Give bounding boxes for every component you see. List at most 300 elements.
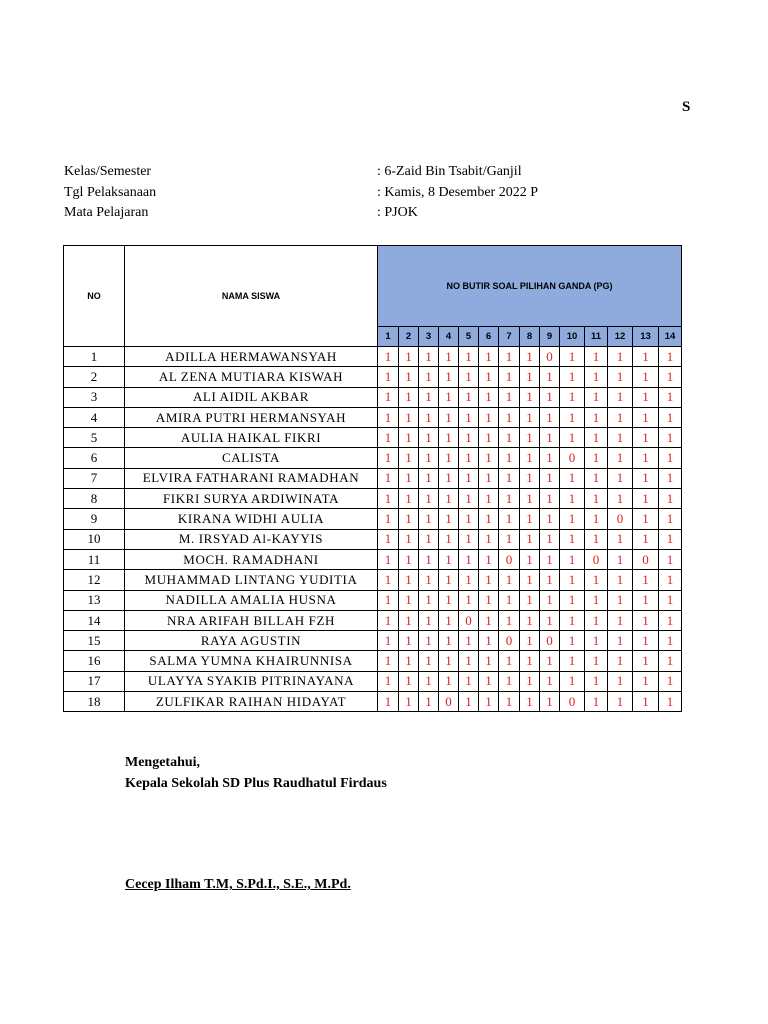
score-cell: 1: [520, 549, 540, 569]
score-cell: 1: [659, 671, 682, 691]
score-cell: 1: [439, 428, 459, 448]
score-cell: 1: [378, 590, 399, 610]
score-cell: 1: [499, 387, 520, 407]
student-name: AL ZENA MUTIARA KISWAH: [125, 367, 378, 387]
table-row: [64, 671, 682, 691]
score-cell: 1: [459, 407, 479, 427]
score-cell: 1: [560, 671, 585, 691]
score-cell: 1: [479, 549, 499, 569]
row-number: 16: [64, 651, 125, 671]
score-cell: 1: [585, 448, 608, 468]
score-cell: 1: [520, 610, 540, 630]
header-partial-title: S: [682, 99, 691, 115]
score-cell: 1: [608, 489, 633, 509]
question-number-header: 2: [399, 327, 419, 347]
student-name: NRA ARIFAH BILLAH FZH: [125, 610, 378, 630]
score-cell: 1: [499, 367, 520, 387]
student-name: ZULFIKAR RAIHAN HIDAYAT: [125, 692, 378, 712]
score-cell: 1: [633, 610, 659, 630]
score-cell: 1: [499, 610, 520, 630]
student-name: MOCH. RAMADHANI: [125, 549, 378, 569]
score-cell: 1: [499, 407, 520, 427]
score-cell: 0: [560, 692, 585, 712]
score-cell: 1: [560, 549, 585, 569]
score-cell: 0: [499, 549, 520, 569]
score-cell: 1: [378, 489, 399, 509]
score-cell: 1: [499, 489, 520, 509]
score-cell: 1: [633, 671, 659, 691]
score-cell: 1: [439, 549, 459, 569]
score-cell: 1: [659, 468, 682, 488]
score-cell: 1: [479, 428, 499, 448]
score-cell: 1: [633, 692, 659, 712]
question-number-header: 4: [439, 327, 459, 347]
score-cell: 1: [540, 671, 560, 691]
score-cell: 1: [540, 468, 560, 488]
score-cell: 1: [439, 387, 459, 407]
score-cell: 1: [499, 651, 520, 671]
score-cell: 1: [479, 692, 499, 712]
score-cell: 1: [633, 529, 659, 549]
score-cell: 1: [378, 448, 399, 468]
question-number-header: 10: [560, 327, 585, 347]
score-cell: 1: [479, 387, 499, 407]
score-cell: 0: [560, 448, 585, 468]
score-cell: 1: [459, 347, 479, 367]
student-name: ADILLA HERMAWANSYAH: [125, 347, 378, 367]
score-cell: 1: [659, 631, 682, 651]
score-cell: 1: [378, 428, 399, 448]
score-cell: 1: [540, 549, 560, 569]
score-cell: 1: [540, 509, 560, 529]
score-cell: 1: [459, 509, 479, 529]
score-cell: 1: [659, 529, 682, 549]
score-cell: 1: [520, 529, 540, 549]
score-cell: 1: [419, 651, 439, 671]
score-cell: 1: [459, 570, 479, 590]
score-cell: 1: [479, 529, 499, 549]
score-cell: 1: [399, 448, 419, 468]
score-cell: 1: [633, 570, 659, 590]
score-cell: 1: [479, 610, 499, 630]
student-name: CALISTA: [125, 448, 378, 468]
score-cell: 1: [378, 387, 399, 407]
score-cell: 1: [659, 407, 682, 427]
score-cell: 1: [659, 448, 682, 468]
score-cell: 1: [585, 387, 608, 407]
score-cell: 1: [585, 610, 608, 630]
score-cell: 1: [399, 610, 419, 630]
row-number: 13: [64, 590, 125, 610]
score-cell: 1: [520, 671, 540, 691]
table-row: [64, 651, 682, 671]
score-cell: 1: [540, 692, 560, 712]
score-cell: 1: [439, 407, 459, 427]
score-cell: 1: [520, 428, 540, 448]
score-cell: 1: [520, 367, 540, 387]
score-cell: 1: [399, 590, 419, 610]
row-number: 5: [64, 428, 125, 448]
score-cell: 1: [439, 448, 459, 468]
question-number-header: 9: [540, 327, 560, 347]
score-cell: 1: [499, 692, 520, 712]
student-name: AULIA HAIKAL FIKRI: [125, 428, 378, 448]
score-cell: 0: [439, 692, 459, 712]
student-name: NADILLA AMALIA HUSNA: [125, 590, 378, 610]
info-value: : Kamis, 8 Desember 2022 P: [377, 184, 538, 200]
score-cell: 1: [419, 347, 439, 367]
score-cell: 1: [520, 407, 540, 427]
score-cell: 1: [419, 407, 439, 427]
score-cell: 1: [633, 448, 659, 468]
row-number: 14: [64, 610, 125, 630]
question-number-header: 11: [585, 327, 608, 347]
question-number-header: 13: [633, 327, 659, 347]
row-number: 3: [64, 387, 125, 407]
score-cell: 1: [399, 347, 419, 367]
score-cell: 1: [378, 347, 399, 367]
score-cell: 1: [585, 529, 608, 549]
score-cell: 1: [540, 570, 560, 590]
score-cell: 1: [560, 468, 585, 488]
score-cell: 1: [419, 509, 439, 529]
ack-line: Mengetahui,: [125, 755, 201, 770]
score-cell: 1: [560, 428, 585, 448]
score-cell: 1: [459, 671, 479, 691]
score-cell: 1: [659, 387, 682, 407]
score-cell: 1: [459, 428, 479, 448]
score-cell: 1: [520, 387, 540, 407]
score-cell: 1: [439, 509, 459, 529]
score-cell: 1: [439, 489, 459, 509]
score-cell: 1: [633, 489, 659, 509]
score-cell: 1: [499, 509, 520, 529]
score-cell: 1: [419, 468, 439, 488]
score-cell: 1: [585, 692, 608, 712]
score-cell: 1: [560, 651, 585, 671]
score-cell: 1: [608, 347, 633, 367]
score-cell: 1: [585, 468, 608, 488]
question-number-header: 7: [499, 327, 520, 347]
score-cell: 1: [479, 468, 499, 488]
score-cell: 1: [399, 671, 419, 691]
row-number: 8: [64, 489, 125, 509]
score-cell: 1: [419, 367, 439, 387]
score-cell: 1: [520, 468, 540, 488]
score-cell: 1: [439, 529, 459, 549]
score-cell: 1: [479, 509, 499, 529]
student-name: ALI AIDIL AKBAR: [125, 387, 378, 407]
score-cell: 1: [560, 407, 585, 427]
score-cell: 1: [499, 570, 520, 590]
score-cell: 1: [585, 671, 608, 691]
score-cell: 1: [479, 651, 499, 671]
table-row: [64, 529, 682, 549]
score-cell: 1: [560, 610, 585, 630]
student-name: M. IRSYAD Al-KAYYIS: [125, 529, 378, 549]
score-cell: 1: [520, 651, 540, 671]
column-header-name: NAMA SISWA: [125, 246, 378, 347]
row-number: 17: [64, 671, 125, 691]
row-number: 7: [64, 468, 125, 488]
score-cell: 1: [560, 590, 585, 610]
info-label: Kelas/Semester: [64, 164, 152, 179]
table-row: [64, 448, 682, 468]
score-cell: 1: [499, 428, 520, 448]
column-group-header: NO BUTIR SOAL PILIHAN GANDA (PG): [378, 246, 682, 327]
score-cell: 1: [540, 387, 560, 407]
score-cell: 1: [479, 489, 499, 509]
score-cell: 1: [659, 610, 682, 630]
row-number: 1: [64, 347, 125, 367]
score-cell: 0: [608, 509, 633, 529]
table-row: [64, 468, 682, 488]
student-name: AMIRA PUTRI HERMANSYAH: [125, 407, 378, 427]
score-cell: 1: [459, 489, 479, 509]
score-cell: 1: [479, 448, 499, 468]
score-cell: 1: [659, 509, 682, 529]
score-cell: 1: [560, 387, 585, 407]
score-cell: 1: [399, 468, 419, 488]
score-cell: 1: [419, 590, 439, 610]
score-cell: 1: [499, 448, 520, 468]
score-cell: 1: [520, 347, 540, 367]
score-cell: 1: [459, 692, 479, 712]
table-row: [64, 387, 682, 407]
row-number: 9: [64, 509, 125, 529]
score-cell: 0: [585, 549, 608, 569]
score-cell: 1: [378, 367, 399, 387]
score-cell: 1: [419, 631, 439, 651]
score-cell: 1: [439, 590, 459, 610]
score-cell: 1: [560, 367, 585, 387]
score-cell: 1: [540, 489, 560, 509]
score-cell: 1: [608, 468, 633, 488]
score-cell: 1: [608, 671, 633, 691]
score-cell: 1: [659, 347, 682, 367]
row-number: 10: [64, 529, 125, 549]
score-cell: 1: [378, 468, 399, 488]
score-cell: 1: [499, 590, 520, 610]
score-cell: 1: [399, 549, 419, 569]
score-cell: 1: [659, 549, 682, 569]
score-cell: 1: [419, 448, 439, 468]
score-cell: 1: [520, 570, 540, 590]
score-cell: 1: [540, 590, 560, 610]
score-cell: 1: [378, 407, 399, 427]
score-cell: 0: [459, 610, 479, 630]
score-cell: 1: [608, 529, 633, 549]
score-cell: 1: [540, 428, 560, 448]
score-cell: 1: [540, 610, 560, 630]
score-cell: 1: [459, 651, 479, 671]
score-table: [63, 245, 682, 712]
score-cell: 1: [459, 367, 479, 387]
score-cell: 1: [439, 671, 459, 691]
table-row: [64, 549, 682, 569]
score-cell: 1: [608, 570, 633, 590]
question-number-header: 3: [419, 327, 439, 347]
row-number: 11: [64, 549, 125, 569]
score-cell: 1: [419, 428, 439, 448]
score-cell: 1: [608, 651, 633, 671]
score-cell: 1: [520, 692, 540, 712]
score-cell: 1: [520, 631, 540, 651]
score-cell: 1: [479, 367, 499, 387]
score-cell: 1: [608, 590, 633, 610]
info-label: Mata Pelajaran: [64, 205, 149, 220]
row-number: 15: [64, 631, 125, 651]
score-cell: 0: [499, 631, 520, 651]
score-cell: 1: [560, 631, 585, 651]
score-cell: 1: [399, 529, 419, 549]
score-cell: 1: [459, 549, 479, 569]
score-cell: 1: [560, 347, 585, 367]
acknowledgement: [125, 755, 387, 797]
score-cell: 1: [520, 590, 540, 610]
score-cell: 1: [439, 631, 459, 651]
score-cell: 1: [633, 651, 659, 671]
score-cell: 0: [540, 631, 560, 651]
score-cell: 1: [378, 610, 399, 630]
score-cell: 1: [608, 448, 633, 468]
column-header-no: NO: [64, 246, 125, 347]
score-cell: 1: [585, 489, 608, 509]
score-cell: 1: [378, 570, 399, 590]
score-cell: 1: [540, 407, 560, 427]
score-cell: 1: [520, 509, 540, 529]
score-cell: 1: [399, 651, 419, 671]
score-cell: 1: [659, 651, 682, 671]
score-cell: 1: [499, 347, 520, 367]
score-cell: 1: [419, 529, 439, 549]
score-cell: 1: [585, 631, 608, 651]
student-name: MUHAMMAD LINTANG YUDITIA: [125, 570, 378, 590]
score-cell: 1: [585, 428, 608, 448]
score-cell: 1: [608, 428, 633, 448]
score-cell: 1: [378, 509, 399, 529]
score-cell: 1: [608, 610, 633, 630]
score-cell: 1: [633, 428, 659, 448]
score-cell: 1: [659, 570, 682, 590]
score-cell: 1: [439, 570, 459, 590]
score-cell: 1: [633, 509, 659, 529]
table-row: [64, 367, 682, 387]
score-cell: 1: [439, 347, 459, 367]
table-row: [64, 590, 682, 610]
question-number-header: 6: [479, 327, 499, 347]
score-cell: 1: [499, 468, 520, 488]
score-cell: 1: [585, 367, 608, 387]
table-row: [64, 347, 682, 367]
score-cell: 1: [399, 509, 419, 529]
score-cell: 1: [399, 428, 419, 448]
score-cell: 1: [499, 671, 520, 691]
score-cell: 1: [633, 407, 659, 427]
score-cell: 1: [633, 468, 659, 488]
question-number-header: 8: [520, 327, 540, 347]
score-cell: 1: [633, 631, 659, 651]
info-label: Tgl Pelaksanaan: [64, 184, 157, 200]
question-number-header: 1: [378, 327, 399, 347]
score-cell: 1: [459, 529, 479, 549]
score-cell: 1: [399, 692, 419, 712]
table-row: [64, 407, 682, 427]
score-cell: 1: [378, 631, 399, 651]
row-number: 6: [64, 448, 125, 468]
score-cell: 1: [659, 692, 682, 712]
score-cell: 1: [378, 692, 399, 712]
row-number: 12: [64, 570, 125, 590]
score-cell: 1: [585, 651, 608, 671]
score-cell: 1: [439, 651, 459, 671]
score-cell: 1: [399, 367, 419, 387]
table-row: [64, 692, 682, 712]
score-cell: 1: [540, 448, 560, 468]
question-number-header: 12: [608, 327, 633, 347]
score-cell: 1: [419, 570, 439, 590]
score-cell: 1: [419, 671, 439, 691]
score-cell: 1: [419, 489, 439, 509]
score-cell: 1: [633, 590, 659, 610]
score-cell: 1: [659, 428, 682, 448]
table-row: [64, 610, 682, 630]
score-cell: 1: [479, 347, 499, 367]
score-cell: 1: [560, 489, 585, 509]
score-cell: 1: [459, 631, 479, 651]
student-name: ULAYYA SYAKIB PITRINAYANA: [125, 671, 378, 691]
score-cell: 1: [499, 529, 520, 549]
score-cell: 1: [608, 367, 633, 387]
row-number: 2: [64, 367, 125, 387]
score-cell: 1: [585, 347, 608, 367]
score-cell: 1: [608, 631, 633, 651]
score-cell: 1: [659, 489, 682, 509]
score-cell: 1: [439, 468, 459, 488]
score-cell: 1: [459, 448, 479, 468]
question-number-header: 14: [659, 327, 682, 347]
score-cell: 1: [608, 387, 633, 407]
score-cell: 1: [633, 367, 659, 387]
score-cell: 1: [520, 448, 540, 468]
row-number: 4: [64, 407, 125, 427]
score-cell: 1: [520, 489, 540, 509]
score-cell: 1: [659, 590, 682, 610]
score-cell: 1: [378, 549, 399, 569]
student-name: RAYA AGUSTIN: [125, 631, 378, 651]
score-cell: 1: [633, 347, 659, 367]
table-row: [64, 509, 682, 529]
score-cell: 1: [419, 610, 439, 630]
score-cell: 1: [459, 468, 479, 488]
score-cell: 1: [585, 570, 608, 590]
score-cell: 0: [540, 347, 560, 367]
score-cell: 1: [378, 529, 399, 549]
score-cell: 1: [459, 590, 479, 610]
student-name: FIKRI SURYA ARDIWINATA: [125, 489, 378, 509]
score-cell: 1: [633, 387, 659, 407]
table-row: [64, 631, 682, 651]
score-table-body: [64, 347, 682, 712]
score-cell: 1: [378, 651, 399, 671]
student-name: KIRANA WIDHI AULIA: [125, 509, 378, 529]
principal-signature-name: Cecep Ilham T.M, S.Pd.I., S.E., M.Pd.: [125, 877, 351, 892]
info-value: : 6-Zaid Bin Tsabit/Ganjil: [377, 164, 522, 179]
score-cell: 1: [378, 671, 399, 691]
score-cell: 1: [659, 367, 682, 387]
score-cell: 1: [479, 590, 499, 610]
score-cell: 1: [479, 671, 499, 691]
